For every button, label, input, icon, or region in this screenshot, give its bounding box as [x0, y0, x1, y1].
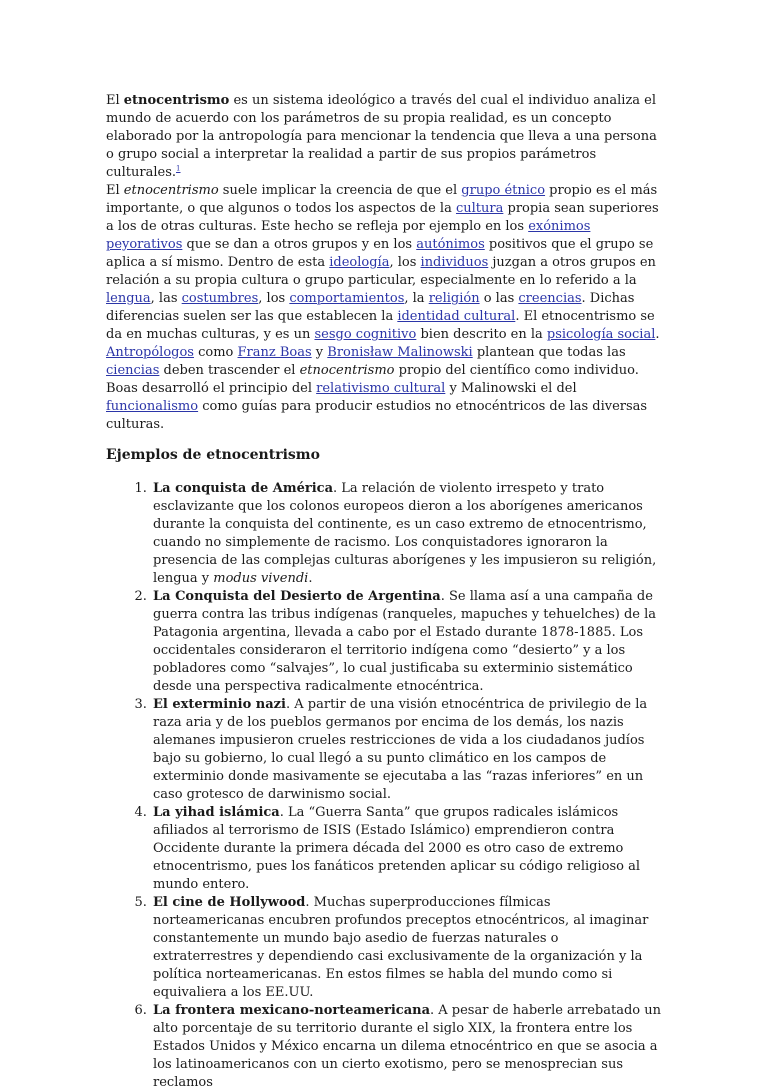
- text: , la: [404, 291, 429, 306]
- text: positivos que el grupo se aplica a sí mismo. Dentro de esta: [106, 237, 654, 270]
- text: deben trascender el: [159, 363, 300, 378]
- examples-list: [106, 480, 662, 1092]
- italic-term: etnocentrismo: [299, 363, 395, 378]
- example-text: . La “Guerra Santa” que grupos radicales islámicos afiliados al terrorismo de ISIS (Estado Islámico) emprendieron contra Occidente durante la primera década del 2000 es otro caso de extremo etnocentrismo, pues los fanáticos pretenden aplicar su código religioso al mundo entero.: [153, 805, 641, 892]
- section-heading: Ejemplos de etnocentrismo: [106, 447, 320, 463]
- link-bronislaw-malinowski[interactable]: Bronisław Malinowski: [327, 345, 473, 360]
- text: que se dan a otros grupos y en los: [182, 237, 417, 252]
- example-title: La Conquista del Desierto de Argentina: [153, 589, 441, 604]
- example-text: . A pesar de haberle arrebatado un alto porcentaje de su territorio durante el siglo XIX, la frontera entre los Estados Unidos y México encarna un dilema etnocéntrico en que se asocia a los latinoamericanos con un cierto exotismo, pero se menosprecian sus reclamos: [153, 1003, 661, 1090]
- text: El: [106, 183, 124, 198]
- link-individuos[interactable]: individuos: [420, 255, 489, 270]
- example-title: La yihad islámica: [153, 805, 280, 820]
- link-psicologia-social[interactable]: psicología social: [546, 327, 656, 342]
- intro-paragraph-1: [106, 92, 662, 182]
- link-lengua[interactable]: lengua: [106, 291, 151, 306]
- text: o las: [479, 291, 519, 306]
- list-item: [151, 696, 662, 804]
- link-identidad-cultural[interactable]: identidad cultural: [397, 309, 516, 324]
- text: juzgan a otros grupos en relación a su propia cultura o grupo particular, especialmente en lo referido a la: [106, 255, 656, 288]
- text: , los: [389, 255, 421, 270]
- list-item: [151, 804, 662, 894]
- link-grupo-etnico[interactable]: grupo étnico: [461, 183, 546, 198]
- example-text: . Se llama así a una campaña de guerra contra las tribus indígenas (ranqueles, mapuches y tehuelches) de la Patagonia argentina, llevada a cabo por el Estado durante 1878-1885. Los occidentales consideraron el territorio indígena como “desierto” y a los pobladores como “salvajes”, lo cual justificaba su exterminio sistemático desde una perspectiva radicalmente etnocéntrica.: [153, 589, 657, 694]
- link-autonimos[interactable]: autónimos: [416, 237, 485, 252]
- intro-paragraph-2: [106, 182, 662, 434]
- link-comportamientos[interactable]: comportamientos: [289, 291, 405, 306]
- link-creencias[interactable]: creencias: [518, 291, 582, 306]
- text: como guías para producir estudios no etnocéntricos de las diversas culturas.: [106, 399, 648, 432]
- link-exonimos-peyorativos[interactable]: exónimos peyorativos: [106, 219, 591, 252]
- text: . El etnocentrismo se da en muchas culturas, y es un: [106, 309, 655, 342]
- example-title: El exterminio nazi: [153, 697, 286, 712]
- example-title: El cine de Hollywood: [153, 895, 306, 910]
- link-sesgo-cognitivo[interactable]: sesgo cognitivo: [314, 327, 417, 342]
- text: es un sistema ideológico a través del cual el individuo analiza el mundo de acuerdo con los parámetros de su propia realidad, es un concepto elaborado por la antropología para mencionar la tendencia que lleva a una persona o grupo social a interpretar la realidad a partir de sus propios parámetros culturales.: [106, 93, 657, 180]
- text: plantean que todas las: [472, 345, 626, 360]
- list-item: [151, 480, 662, 588]
- link-ciencias[interactable]: ciencias: [106, 363, 160, 378]
- text: propio es el más importante, o que algunos o todos los aspectos de la: [106, 183, 658, 216]
- term-etnocentrismo: etnocentrismo: [123, 93, 230, 108]
- link-relativismo-cultural[interactable]: relativismo cultural: [316, 381, 446, 396]
- text: , las: [150, 291, 182, 306]
- example-text: . A partir de una visión etnocéntrica de privilegio de la raza aria y de los pueblos germanos por encima de los demás, los nazis alemanes impusieron crueles restricciones de vida a los ciudadanos judíos bajo su gobierno, lo cual llegó a su punto climático en los campos de exterminio donde masivamente se ejecutaba a las “razas inferiores” en un caso grotesco de darwinismo social.: [153, 697, 648, 802]
- text: El: [106, 93, 124, 108]
- italic-term: etnocentrismo: [123, 183, 219, 198]
- text: propia sean superiores a los de otras culturas. Este hecho se refleja por ejemplo en los: [106, 201, 659, 234]
- example-text: . La relación de violento irrespeto y trato esclavizante que los colonos europeos dieron a los aborígenes americanos durante la conquista del continente, es un caso extremo de etnocentrismo, cuando no simplemente de racismo. Los conquistadores ignoraron la presencia de las complejas culturas aborígenes y les impusieron su religión, lengua y: [153, 481, 657, 586]
- text: propio del científico como individuo. Boas desarrolló el principio del: [106, 363, 639, 396]
- link-funcionalismo[interactable]: funcionalismo: [106, 399, 199, 414]
- text: . Dichas diferencias suelen ser las que establecen la: [106, 291, 635, 324]
- link-ideologia[interactable]: ideología: [329, 255, 390, 270]
- link-costumbres[interactable]: costumbres: [181, 291, 259, 306]
- link-franz-boas[interactable]: Franz Boas: [237, 345, 312, 360]
- list-item: [151, 894, 662, 1002]
- list-item: [151, 1002, 662, 1092]
- text: bien descrito en la: [416, 327, 547, 342]
- text: .: [655, 327, 660, 342]
- example-text: . Muchas superproducciones fílmicas norteamericanas encubren profundos preceptos etnocéntricos, al imaginar constantemente un mundo bajo asedio de fuerzas naturales o extraterrestres y dependiendo casi exclusivamente de la organización y la política norteamericanas. En estos filmes se habla del mundo como si equivaliera a los EE.UU.: [153, 895, 649, 1000]
- example-italic: modus vivendi: [213, 571, 309, 586]
- example-title: La frontera mexicano-norteamericana: [153, 1003, 430, 1018]
- text: y Malinowski el del: [445, 381, 577, 396]
- list-item: [151, 588, 662, 696]
- link-cultura[interactable]: cultura: [455, 201, 504, 216]
- document-page: [106, 92, 662, 1092]
- text: como: [193, 345, 238, 360]
- reference-link-1[interactable]: 1: [176, 164, 181, 173]
- text: , los: [258, 291, 290, 306]
- text: suele implicar la creencia de que el: [218, 183, 462, 198]
- link-antropologos[interactable]: Antropólogos: [106, 345, 194, 360]
- example-text: .: [308, 571, 313, 586]
- example-title: La conquista de América: [153, 481, 334, 496]
- text: y: [311, 345, 328, 360]
- link-religion[interactable]: religión: [428, 291, 480, 306]
